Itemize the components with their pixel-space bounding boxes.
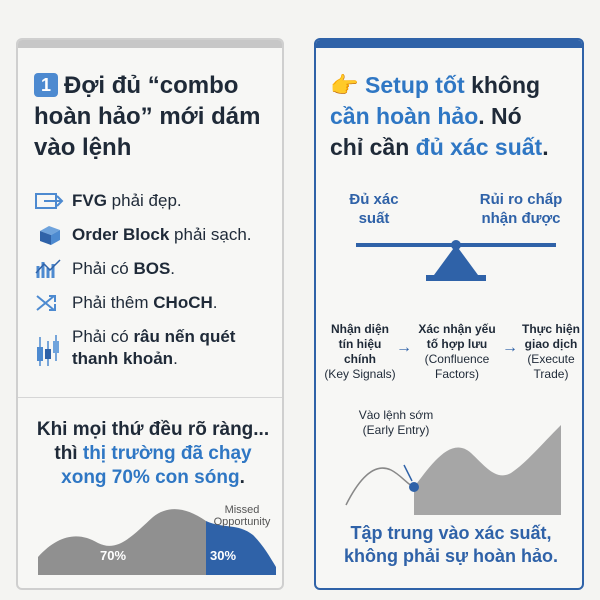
left-title <box>34 70 279 163</box>
item-bold: BOS <box>133 259 171 278</box>
list-item-order-block <box>34 224 279 246</box>
right-message-line-2: không phải sự hoàn hảo. <box>343 546 559 566</box>
item-text: phải sạch. <box>169 225 252 244</box>
flow-step-2 <box>414 322 500 382</box>
list-item-choch <box>34 292 279 314</box>
bos-chart-icon <box>34 258 64 280</box>
right-title-p7: . <box>542 134 549 160</box>
left-message-end: . <box>239 467 245 488</box>
left-message-pre: thì <box>54 443 83 464</box>
right-message <box>326 522 576 568</box>
right-title-p1: Setup tốt <box>365 72 465 98</box>
item-pre: Phải có <box>72 259 134 278</box>
right-title-p5: chỉ cần <box>330 134 416 160</box>
right-card-topbar <box>316 40 582 48</box>
flow-step-bold: Thực hiện giao dịch <box>521 322 581 351</box>
list-item-bos <box>34 258 279 280</box>
item-text: . <box>170 259 176 278</box>
right-message-line-1: Tập trung vào xác suất, <box>350 523 552 543</box>
left-divider <box>18 397 282 398</box>
flow-step-1 <box>324 322 396 382</box>
flow-step-sub: (Execute Trade) <box>527 352 575 381</box>
entry-point <box>409 482 419 492</box>
left-message-line-2 <box>28 442 278 466</box>
post-entry-wave-area <box>414 425 561 515</box>
left-card <box>16 38 284 590</box>
number-one-badge: 1 <box>34 73 58 97</box>
process-flow <box>324 322 579 382</box>
pre-entry-wave-line <box>346 468 414 505</box>
cube-icon <box>34 224 64 246</box>
item-bold: râu nến quét thanh khoản <box>72 327 236 368</box>
left-message-blue-2: xong 70% con sóng <box>61 467 240 488</box>
early-entry-wave-chart <box>336 415 566 515</box>
right-title <box>330 70 580 163</box>
list-item-liquidity-wick <box>34 326 279 370</box>
flow-step-bold: Nhận diện tín hiệu chính <box>330 322 389 366</box>
done-percent: 70% <box>100 548 127 563</box>
right-title-p4: . Nó <box>478 103 522 129</box>
requirement-list <box>34 190 279 382</box>
flow-step-sub: (Confluence Factors) <box>424 352 490 381</box>
candlestick-icon <box>34 326 64 366</box>
early-entry-text: Vào lệnh sớm <box>358 408 434 422</box>
left-title-text: Đợi đủ “combo hoàn hảo” mới dám vào lệnh <box>34 72 261 161</box>
scale-left-label: Đủ xác suất <box>349 191 399 227</box>
item-bold: FVG <box>72 191 107 210</box>
missed-percent: 30% <box>210 548 237 563</box>
flow-step-sub: (Key Signals) <box>324 367 396 381</box>
scale-right-label: Rủi ro chấp nhận được <box>479 191 563 227</box>
left-message-line-3 <box>28 466 278 490</box>
right-card <box>314 38 584 590</box>
right-title-p6: đủ xác suất <box>415 134 543 160</box>
pointing-hand-icon: 👉 <box>330 72 359 98</box>
item-pre: Phải thêm <box>72 293 154 312</box>
left-message-blue-1: thị trường đã chạy <box>82 443 252 464</box>
item-pre: Phải có <box>72 327 134 346</box>
left-message <box>28 418 278 490</box>
early-entry-sub: (Early Entry) <box>362 423 430 437</box>
left-card-topbar <box>18 40 282 48</box>
shuffle-arrows-icon <box>34 292 64 314</box>
left-message-line-1: Khi mọi thứ đều rõ ràng... <box>36 419 270 440</box>
flow-step-3 <box>520 322 582 382</box>
balance-scale-icon <box>346 235 566 287</box>
item-text: phải đẹp. <box>106 191 182 210</box>
done-wave-area <box>38 509 206 575</box>
item-text: . <box>212 293 218 312</box>
flow-step-bold: Xác nhận yếu tố hợp lưu <box>418 322 496 351</box>
arrow-right-icon: → <box>502 339 518 356</box>
item-bold: Order Block <box>72 225 170 244</box>
list-item-fvg <box>34 190 279 212</box>
missed-opportunity-label: Missed Opportunity <box>213 504 271 528</box>
arrow-right-icon: → <box>396 339 412 356</box>
arrow-box-icon <box>34 190 64 212</box>
item-text: . <box>173 349 178 368</box>
right-title-p2: không <box>464 72 541 98</box>
right-title-p3: cần hoàn hảo <box>330 103 479 129</box>
item-bold: CHoCH <box>153 293 213 312</box>
